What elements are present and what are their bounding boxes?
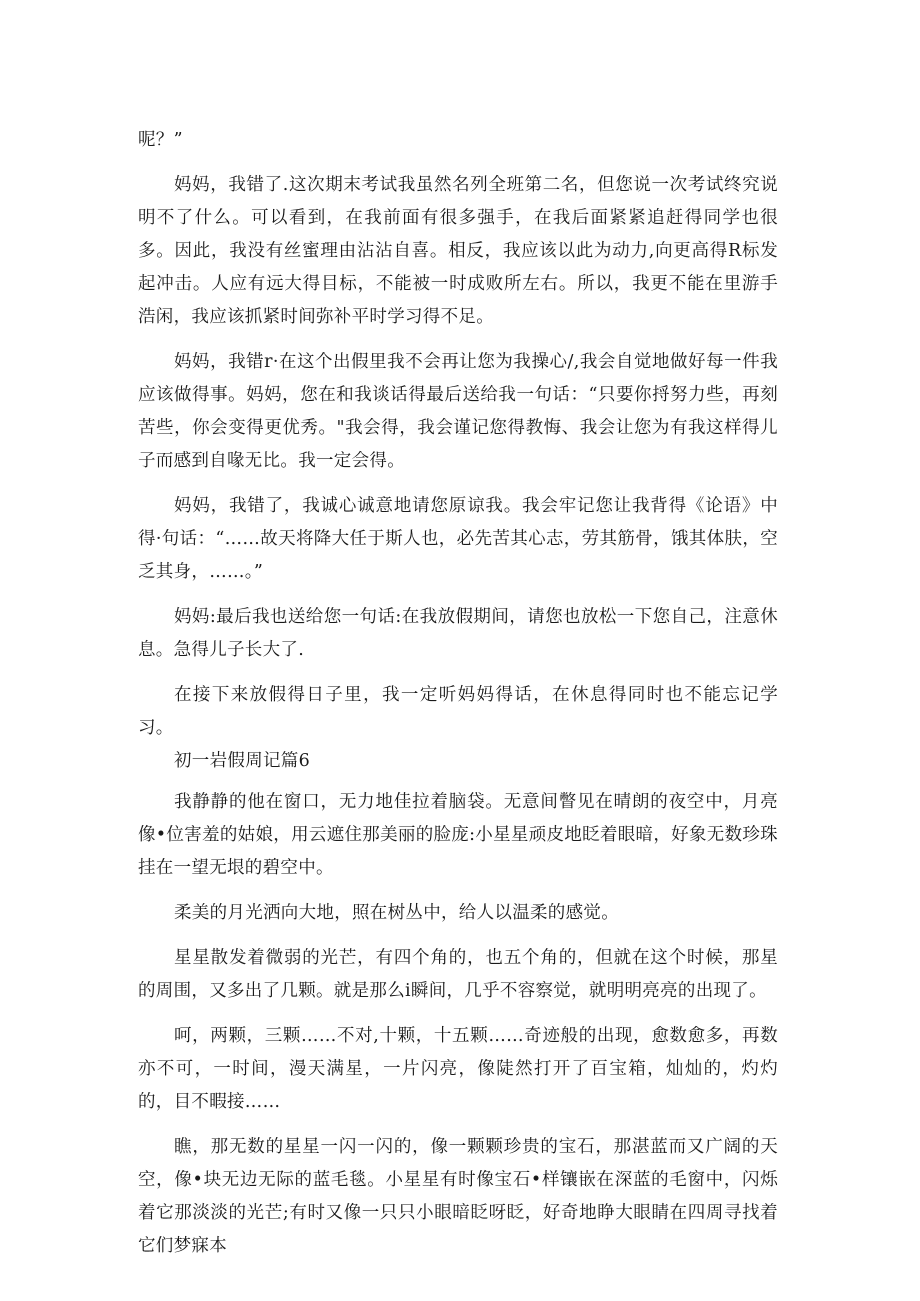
paragraph-5: 妈妈:最后我也送给您一句话:在我放假期间，请您也放松一下您自己，注意休息。急得儿子长大了. xyxy=(138,607,778,660)
paragraph-6: 在接下来放假得日子里，我一定听妈妈得话，在休息得同时也不能忘记学习。 xyxy=(138,685,778,738)
section-paragraph-2: 柔美的月光洒向大地，照在树丛中，给人以温柔的感觉。 xyxy=(174,903,619,923)
section-paragraph-3: 星星散发着微弱的光芒，有四个角的，也五个角的，但就在这个时候，那星的周围，又多出了几颗。就是那么i瞬间，几乎不容察觉，就明明亮亮的出现了。 xyxy=(138,948,778,1001)
paragraph-2: 妈妈，我错了.这次期末考试我虽然名列全班第二名，但您说一次考试终究说明不了什么。可以看到，在我前面有很多强手，在我后面紧紧追赶得同学也很多。因此，我没有丝蜜理由沾沾自喜。相反，我应该以此为动力,向更高得R标发起冲击。人应有远大得目标，不能被一时成败所左右。所以，我更不能在里游手浩闲，我应该抓紧时间弥补平时学习得不足。 xyxy=(138,175,778,327)
paragraph-1: 呢？” xyxy=(138,130,183,150)
paragraph-3: 妈妈，我错r·在这个出假里我不会再让您为我操心/,我会自觉地做好每一件我应该做得事。妈妈，您在和我谈话得最后送给我一句话：“只要你捋努力些，再刻苦些，你会变得更优秀。"我会得，我会谨记您得教悔、我会让您为有我这样得儿子而感到自喙无比。我一定会得。 xyxy=(138,352,778,471)
section-paragraph-1: 我静静的他在窗口，无力地佳拉着脑袋。无意间瞥见在晴朗的夜空中，月亮像•位害羞的姑娘，用云遮住那美丽的脸庞:小星星顽皮地眨着眼暗，好象无数珍珠挂在一望无垠的碧空中。 xyxy=(138,792,778,878)
section-paragraph-5: 瞧，那无数的星星一闪一闪的，像一颗颗珍贵的宝石，那湛蓝而又广阔的天空，像•块无边无际的蓝毛毯。小星星有时像宝石•样镶嵌在深蓝的毛窗中，闪烁着它那淡淡的光芒;有时又像一只只小眼暗眨呀眨，好奇地睁大眼睛在四周寻找着它们梦寐本 xyxy=(138,1137,778,1256)
section-heading: 初一岩假周记篇6 xyxy=(174,751,311,771)
paragraph-4: 妈妈，我错了，我诚心诚意地请您原谅我。我会牢记您让我背得《论语》中得·句话：“……故天将降大任于斯人也，必先苦其心志，劳其筋骨，饿其体肤，空乏其身，……。” xyxy=(138,496,778,582)
section-paragraph-4: 呵，两颗，三颗……不对,十颗，十五颗……奇迹般的出现，愈数愈多，再数亦不可，一时间，漫天满星，一片闪亮，像陡然打开了百宝箱，灿灿的，灼灼的，目不暇接…… xyxy=(138,1026,778,1112)
document-body xyxy=(138,124,778,1263)
